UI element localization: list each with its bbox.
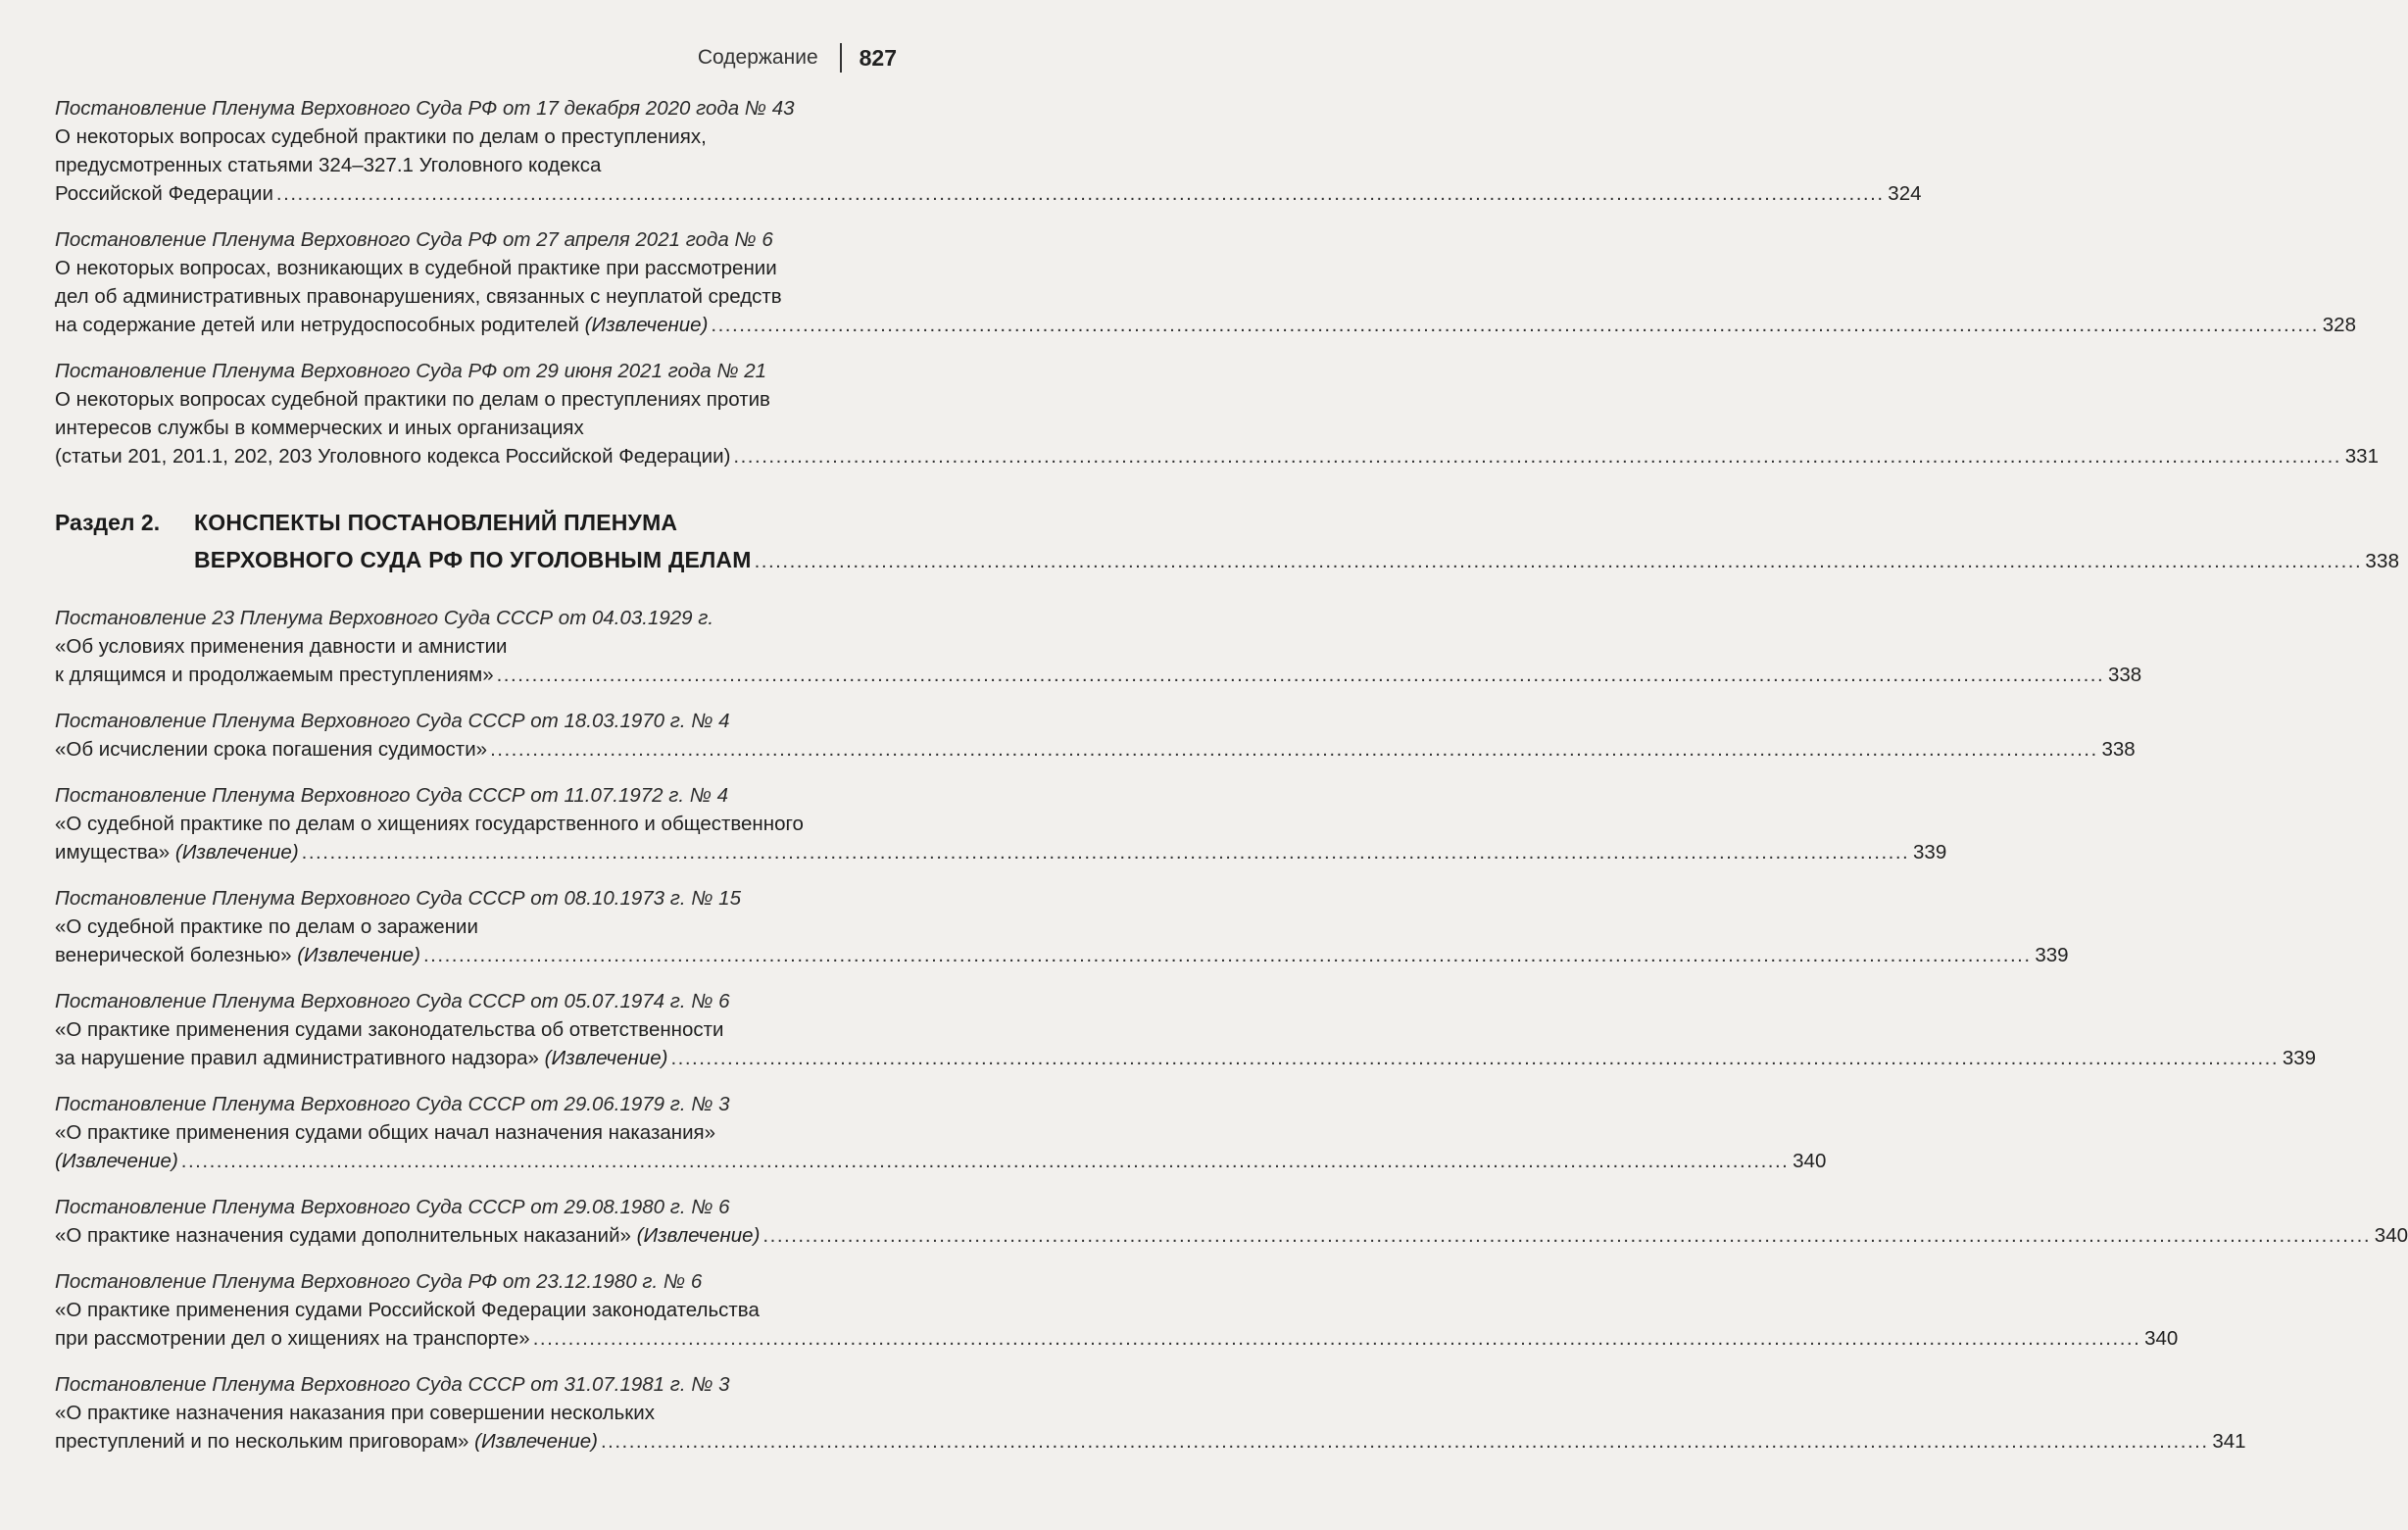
toc-entry-title: Постановление Пленума Верховного Суда РФ от 23.12.1980 г. № 6 xyxy=(55,1270,703,1293)
dot-leader xyxy=(755,543,2363,580)
toc-entry-page: 341 xyxy=(2212,1430,2246,1453)
toc-entry-line-text: за нарушение правил административного надзора» xyxy=(55,1047,539,1069)
toc-entry-line: предусмотренных статьями 324–327.1 Уголовного кодекса xyxy=(55,154,602,176)
toc-entry-last-line xyxy=(55,735,2136,764)
toc-entry-line: О некоторых вопросах судебной практики по делам о преступлениях, xyxy=(55,125,707,148)
section-title-last-line xyxy=(194,541,2399,580)
toc-entry-last-line xyxy=(55,442,2379,470)
dot-leader xyxy=(490,735,2098,764)
toc-entry-line: «О судебной практике по делам о хищениях государственного и общественного xyxy=(55,813,804,835)
toc-entry[interactable] xyxy=(55,884,2069,969)
section-page: 338 xyxy=(2365,550,2400,572)
toc-entry-page: 340 xyxy=(2144,1327,2179,1350)
toc-entry-line: «О практике назначения наказания при совершении нескольких xyxy=(55,1402,655,1424)
toc-entry-last-line xyxy=(55,1324,2179,1353)
dot-leader xyxy=(181,1147,1790,1175)
toc-entry[interactable] xyxy=(55,707,2136,764)
toc-entry-line-text: к длящимся и продолжаемым преступлениям» xyxy=(55,664,494,686)
toc-entry[interactable] xyxy=(55,781,1947,866)
toc-entry-note: (Извлечение) xyxy=(474,1430,598,1453)
dot-leader xyxy=(533,1324,2141,1353)
toc-entry-line-text: при рассмотрении дел о хищениях на транспорте» xyxy=(55,1327,530,1350)
header-divider xyxy=(840,43,842,73)
toc-entry-line-text: имущества» xyxy=(55,841,171,864)
dot-leader xyxy=(302,838,1910,866)
toc-entry-last-line xyxy=(55,311,2356,339)
toc-entry[interactable] xyxy=(55,94,1922,208)
toc-entry-line: «О судебной практике по делам о заражении xyxy=(55,915,478,938)
toc-entry-line: О некоторых вопросах судебной практики по делам о преступлениях против xyxy=(55,388,770,411)
toc-entry-line: дел об административных правонарушениях, связанных с неуплатой средств xyxy=(55,285,782,308)
dot-leader xyxy=(711,311,2319,339)
toc-entry-line: «О практике применения судами законодательства об ответственности xyxy=(55,1018,724,1041)
header-section-title: Содержание xyxy=(697,46,818,69)
section-heading[interactable] xyxy=(55,504,2400,580)
toc-entry-line-text: «О практике назначения судами дополнительных наказаний» xyxy=(55,1224,631,1247)
toc-entry[interactable] xyxy=(55,1193,2408,1250)
toc-entry-page: 340 xyxy=(1793,1150,1827,1172)
toc-entry-page: 324 xyxy=(1888,182,1922,205)
toc-entry[interactable] xyxy=(55,1370,2246,1456)
toc-entry[interactable] xyxy=(55,604,2142,689)
toc-entry-title: Постановление Пленума Верховного Суда СССР от 29.08.1980 г. № 6 xyxy=(55,1196,730,1218)
toc-entry-last-line xyxy=(55,1044,2317,1072)
toc-entry-title: Постановление Пленума Верховного Суда РФ от 17 декабря 2020 года № 43 xyxy=(55,97,795,120)
toc-entry-page: 338 xyxy=(2107,664,2142,686)
toc-entry-last-line xyxy=(55,1427,2246,1456)
toc-entry-page: 338 xyxy=(2101,738,2136,761)
toc-entry-title: Постановление 23 Пленума Верховного Суда СССР от 04.03.1929 г. xyxy=(55,607,714,629)
toc-entry-line-text: преступлений и по нескольким приговорам» xyxy=(55,1430,469,1453)
section-title-line: КОНСПЕКТЫ ПОСТАНОВЛЕНИЙ ПЛЕНУМА xyxy=(194,510,678,535)
toc-entry-last-line xyxy=(55,941,2069,969)
toc-entry-last-line xyxy=(55,179,1922,208)
toc-entry-title: Постановление Пленума Верховного Суда РФ от 29 июня 2021 года № 21 xyxy=(55,360,767,382)
toc-entry-title: Постановление Пленума Верховного Суда СССР от 08.10.1973 г. № 15 xyxy=(55,887,741,910)
toc-entry-page: 339 xyxy=(2035,944,2069,966)
toc-entry-note: (Извлечение) xyxy=(55,1150,178,1172)
dot-leader xyxy=(423,941,2032,969)
running-header xyxy=(698,41,897,74)
toc-entry-line: «О практике применения судами Российской Федерации законодательства xyxy=(55,1299,760,1321)
toc-entry-note: (Извлечение) xyxy=(584,314,709,336)
toc-entry-page: 339 xyxy=(2282,1047,2317,1069)
toc-entry-page: 339 xyxy=(1913,841,1947,864)
toc-entry-title: Постановление Пленума Верховного Суда СССР от 05.07.1974 г. № 6 xyxy=(55,990,730,1012)
toc-entry[interactable] xyxy=(55,357,2379,470)
section-title-line: ВЕРХОВНОГО СУДА РФ ПО УГОЛОВНЫМ ДЕЛАМ xyxy=(194,547,752,572)
toc-entry-line-text: на содержание детей или нетрудоспособных родителей xyxy=(55,314,579,336)
toc-entry-note: (Извлечение) xyxy=(174,841,299,864)
toc-entry-page: 340 xyxy=(2374,1224,2408,1247)
toc-entry-note: (Извлечение) xyxy=(636,1224,761,1247)
toc-entry-line-text: (статьи 201, 201.1, 202, 203 Уголовного кодекса Российской Федерации) xyxy=(55,445,731,468)
toc-entry[interactable] xyxy=(55,225,2356,339)
dot-leader xyxy=(762,1221,2371,1250)
toc-entry-title: Постановление Пленума Верховного Суда СССР от 29.06.1979 г. № 3 xyxy=(55,1093,730,1115)
toc-entry-title: Постановление Пленума Верховного Суда СССР от 18.03.1970 г. № 4 xyxy=(55,710,730,732)
toc-entry-line-text: венерической болезнью» xyxy=(55,944,292,966)
toc-entry-line: О некоторых вопросах, возникающих в судебной практике при рассмотрении xyxy=(55,257,777,279)
toc-entry-page: 328 xyxy=(2322,314,2356,336)
toc-entry[interactable] xyxy=(55,1090,1827,1175)
toc-entry-last-line xyxy=(55,1147,1827,1175)
toc-entry-line: «Об условиях применения давности и амнистии xyxy=(55,635,508,658)
toc-entry-last-line xyxy=(55,1221,2408,1250)
dot-leader xyxy=(670,1044,2279,1072)
dot-leader xyxy=(276,179,1885,208)
toc-entry-title: Постановление Пленума Верховного Суда СССР от 11.07.1972 г. № 4 xyxy=(55,784,729,807)
toc-entry[interactable] xyxy=(55,1267,2179,1353)
toc-entry-line: «О практике применения судами общих начал назначения наказания» xyxy=(55,1121,716,1144)
toc-entry-title: Постановление Пленума Верховного Суда РФ от 27 апреля 2021 года № 6 xyxy=(55,228,773,251)
dot-leader xyxy=(497,661,2105,689)
toc-entry[interactable] xyxy=(55,987,2317,1072)
section-number: Раздел 2. xyxy=(55,510,161,535)
toc-entry-note: (Извлечение) xyxy=(544,1047,668,1069)
dot-leader xyxy=(733,442,2341,470)
dot-leader xyxy=(601,1427,2209,1456)
toc-entry-line-text: Российской Федерации xyxy=(55,182,273,205)
header-page-number: 827 xyxy=(859,44,897,71)
toc-entry-last-line xyxy=(55,838,1947,866)
toc-entry-line: интересов службы в коммерческих и иных организациях xyxy=(55,417,584,439)
table-of-contents xyxy=(55,94,2408,1473)
toc-entry-page: 331 xyxy=(2344,445,2379,468)
toc-entry-last-line xyxy=(55,661,2142,689)
toc-entry-note: (Извлечение) xyxy=(297,944,420,966)
toc-entry-line-text: «Об исчислении срока погашения судимости» xyxy=(55,738,488,761)
toc-entry-title: Постановление Пленума Верховного Суда СССР от 31.07.1981 г. № 3 xyxy=(55,1373,730,1396)
